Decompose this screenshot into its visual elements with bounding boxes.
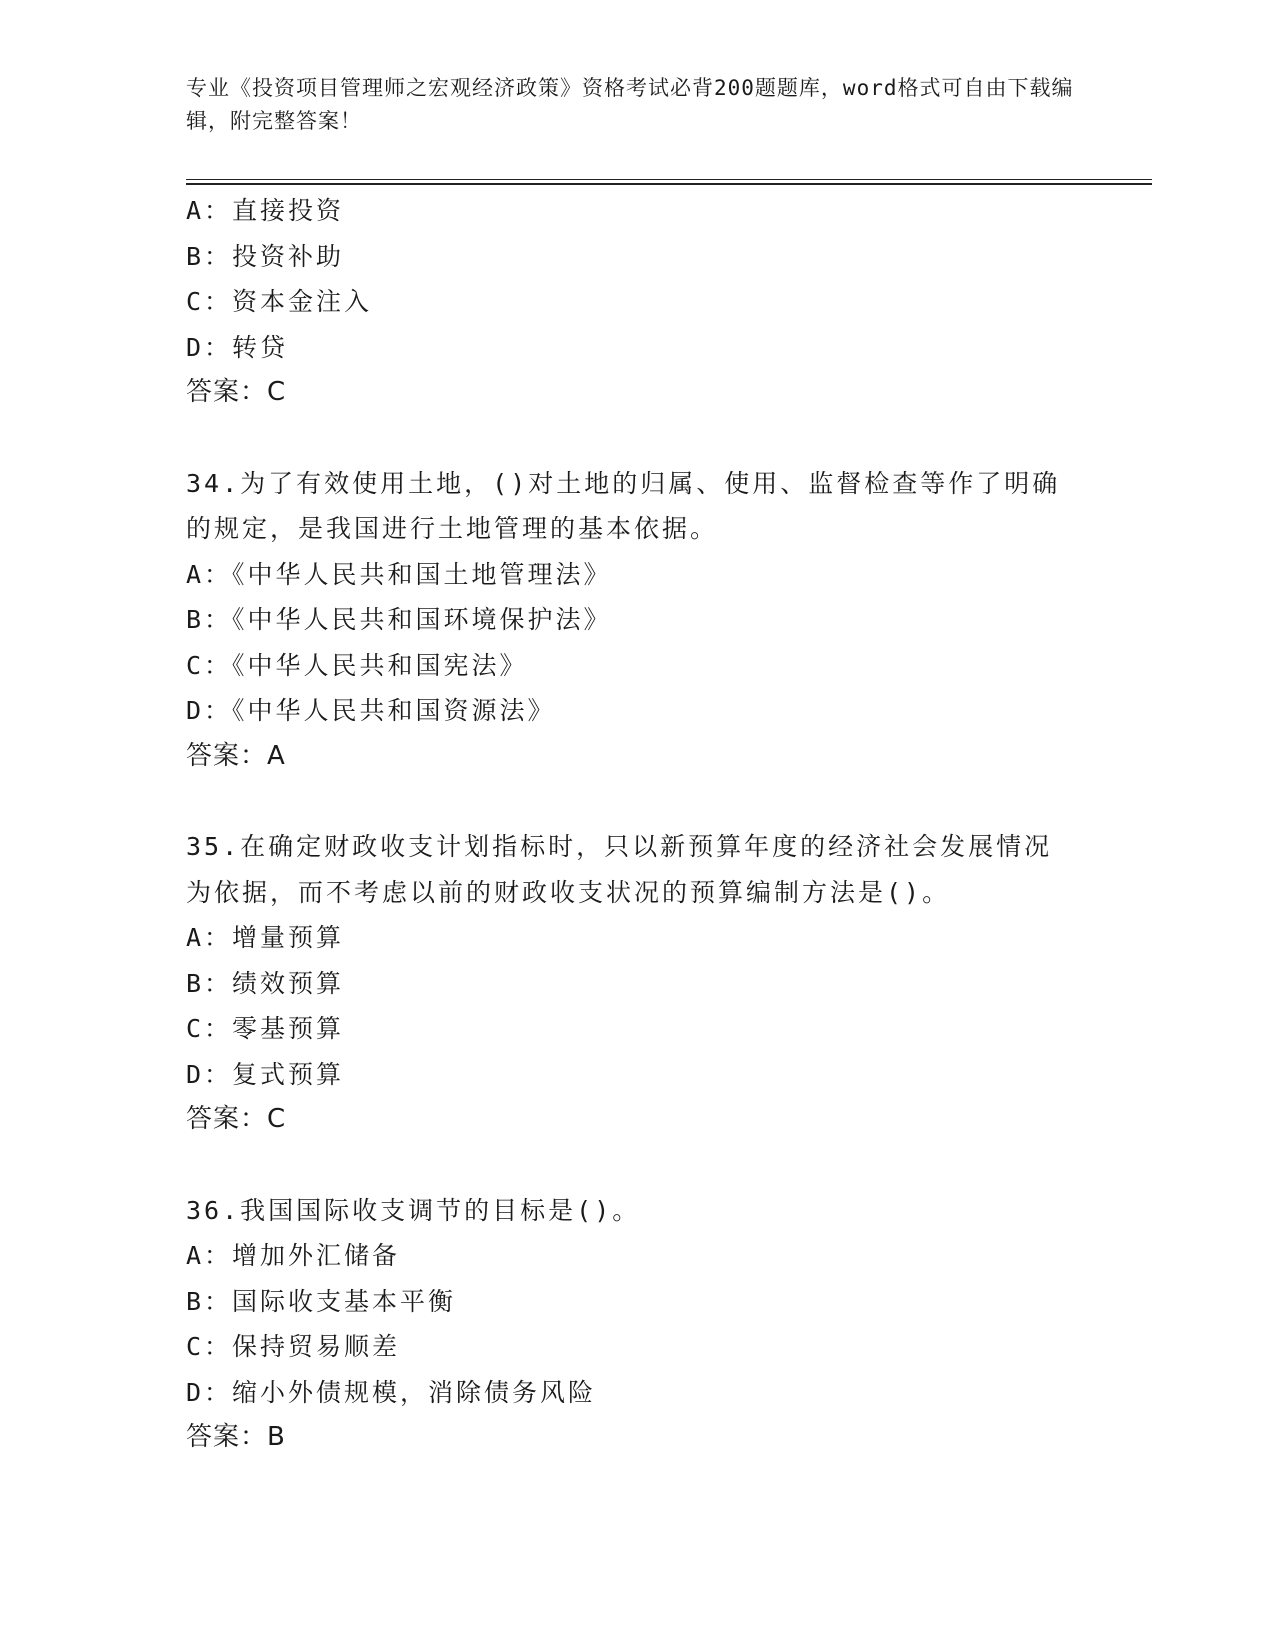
option-a: A：《中华人民共和国土地管理法》 — [186, 559, 612, 589]
option-a: A：增加外汇储备 — [186, 1241, 401, 1270]
option-c: C：《中华人民共和国宪法》 — [186, 650, 528, 680]
question-text: 36.我国国际收支调节的目标是()。 — [186, 1195, 641, 1225]
option-c: C：资本金注入 — [186, 287, 373, 316]
question-block-fragment — [186, 188, 1086, 416]
header-divider — [186, 179, 1152, 185]
question-block-35 — [186, 824, 1086, 1143]
answer-line: 答案：C — [186, 377, 287, 407]
option-b: B：《中华人民共和国环境保护法》 — [186, 605, 612, 634]
question-block-34 — [186, 461, 1086, 780]
option-c: C：保持贸易顺差 — [186, 1332, 401, 1361]
option-d: D：缩小外债规模，消除债务风险 — [186, 1377, 597, 1407]
answer-line: 答案：A — [186, 740, 286, 771]
option-d: D：《中华人民共和国资源法》 — [186, 696, 556, 725]
option-b: B：绩效预算 — [186, 968, 345, 998]
document-header-title: 专业《投资项目管理师之宏观经济政策》资格考试必背200题题库，word格式可自由下载编辑，附完整答案！ — [186, 76, 1074, 133]
question-text: 35.在确定财政收支计划指标时，只以新预算年度的经济社会发展情况为依据，而不考虑以前的财政收支状况的预算编制方法是()。 — [186, 832, 1053, 907]
option-a: A：增量预算 — [186, 923, 345, 952]
option-d: D：复式预算 — [186, 1059, 345, 1089]
option-d: D：转贷 — [186, 332, 289, 362]
question-text: 34.为了有效使用土地，()对土地的归属、使用、监督检查等作了明确的规定，是我国进行土地管理的基本依据。 — [186, 468, 1061, 543]
option-c: C：零基预算 — [186, 1014, 345, 1043]
option-b: B：国际收支基本平衡 — [186, 1286, 457, 1316]
answer-line: 答案：C — [186, 1104, 287, 1134]
option-b: B：投资补助 — [186, 241, 345, 271]
document-body — [186, 188, 1086, 1461]
question-block-36 — [186, 1188, 1086, 1461]
option-a: A：直接投资 — [186, 196, 345, 225]
answer-line: 答案：B — [186, 1422, 286, 1452]
